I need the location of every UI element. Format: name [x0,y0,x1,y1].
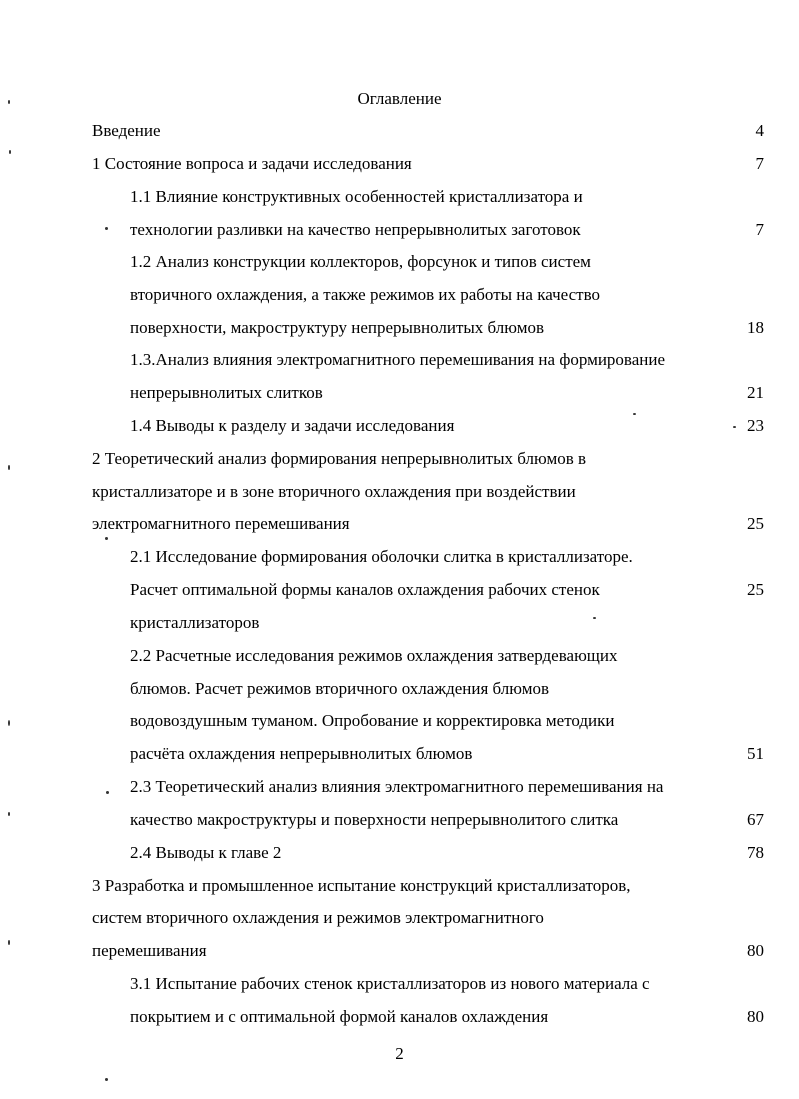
toc-entry-line: электромагнитного перемешивания [92,514,350,533]
toc-page-number: 51 [747,744,764,763]
toc-entry-line: 1.4 Выводы к разделу и задачи исследования [130,416,455,435]
toc-entry-line: систем вторичного охлаждения и режимов электромагнитного [92,908,544,927]
scan-speck [105,227,108,230]
toc-entry-line: блюмов. Расчет режимов вторичного охлаждения блюмов [130,679,550,698]
toc-entry-line: покрытием и с оптимальной формой каналов охлаждения [130,1007,549,1026]
toc-entry-line: 2.4 Выводы к главе 2 [130,843,282,862]
toc-page-number: 25 [747,514,764,533]
toc-entry-line: 2.1 Исследование формирования оболочки слитка в кристаллизаторе. [130,547,633,566]
toc-entry-line: 2.3 Теоретический анализ влияния электромагнитного перемешивания на [130,777,664,796]
toc-entry-line: технологии разливки на качество непрерывнолитых заготовок [130,220,581,239]
toc-page-number: 7 [755,154,764,173]
toc-entry-line: 3 Разработка и промышленное испытание конструкций кристаллизаторов, [92,876,631,895]
toc-entry-line: кристаллизаторе и в зоне вторичного охлаждения при воздействии [92,482,576,501]
page-number: 2 [395,1044,404,1063]
scan-speck [8,812,10,816]
toc-entry-line: перемешивания [92,941,207,960]
toc-page-number: 67 [747,810,764,829]
scan-speck [106,791,109,794]
scan-speck [8,720,10,726]
toc-entry-line: качество макроструктуры и поверхности непрерывнолитого слитка [130,810,619,829]
toc-entry-line: 1 Состояние вопроса и задачи исследования [92,154,412,173]
toc-entry-line: Расчет оптимальной формы каналов охлаждения рабочих стенок [130,580,600,599]
toc-entry-line: 3.1 Испытание рабочих стенок кристаллизаторов из нового материала с [130,974,650,993]
toc-page-number: 80 [747,941,764,960]
scan-speck [9,150,11,154]
toc-entry-line: водовоздушным туманом. Опробование и корректировка методики [130,711,615,730]
toc-page-number: 80 [747,1007,764,1026]
scan-speck [105,1078,108,1081]
toc-entry-line: 1.2 Анализ конструкции коллекторов, форсунок и типов систем [130,252,591,271]
toc-entry-line: 1.3.Анализ влияния электромагнитного перемешивания на формирование [130,350,666,369]
toc-entry-line: 2 Теоретический анализ формирования непрерывнолитых блюмов в [92,449,587,468]
toc-entry-line: непрерывнолитых слитков [130,383,323,402]
toc-entry-line: расчёта охлаждения непрерывнолитых блюмов [130,744,473,763]
toc-entry-line: кристаллизаторов [130,613,260,632]
page-title: Оглавление [357,89,442,108]
toc-page-number: 25 [747,580,764,599]
scan-speck [733,426,736,428]
scan-speck [8,100,10,104]
toc-entry-line: 2.2 Расчетные исследования режимов охлаждения затвердевающих [130,646,618,665]
toc-page-number: 78 [747,843,764,862]
toc-entry-line: Введение [92,121,161,140]
scan-speck [105,537,108,540]
toc-page-number: 18 [747,318,764,337]
scan-speck [633,413,636,415]
toc-page-number: 23 [747,416,764,435]
toc-entry-line: вторичного охлаждения, а также режимов их работы на качество [130,285,600,304]
toc-entry-line: поверхности, макроструктуру непрерывнолитых блюмов [130,318,545,337]
scan-speck [8,940,10,945]
scan-speck [593,617,596,619]
toc-page-number: 4 [755,121,764,140]
toc-page-number: 7 [755,220,764,239]
toc-page-number: 21 [747,383,764,402]
toc-entry-line: 1.1 Влияние конструктивных особенностей кристаллизатора и [130,187,583,206]
scan-speck [8,465,10,470]
